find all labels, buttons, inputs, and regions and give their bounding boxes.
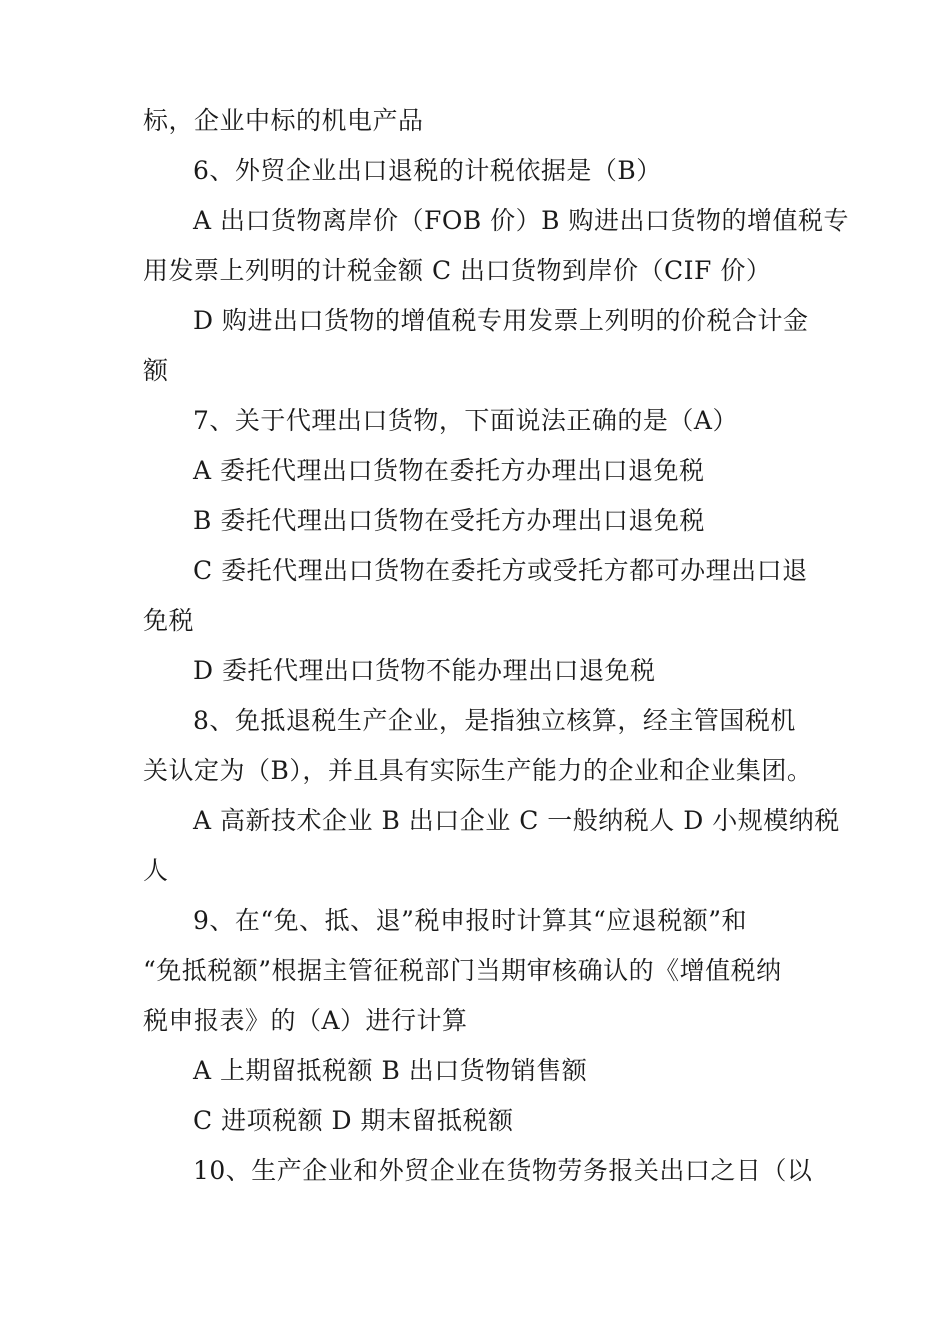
question-6-option-d-cont: 额 — [143, 356, 169, 385]
question-9-cont-1: “免抵税额”根据主管征税部门当期审核确认的《增值税纳 — [143, 956, 782, 985]
question-6-options-line-2: 用发票上列明的计税金额 C 出口货物到岸价（CIF 价） — [143, 256, 772, 285]
question-7-option-b: B 委托代理出口货物在受托方办理出口退免税 — [193, 506, 705, 535]
question-8-options: A 高新技术企业 B 出口企业 C 一般纳税人 D 小规模纳税 — [193, 806, 840, 835]
question-7-option-a: A 委托代理出口货物在委托方办理出口退免税 — [193, 456, 705, 485]
question-9: 9、在“免、抵、退”税申报时计算其“应退税额”和 — [193, 906, 748, 935]
question-7-option-c-cont: 免税 — [143, 606, 195, 635]
document-body — [143, 96, 849, 1196]
question-7-option-d: D 委托代理出口货物不能办理出口退免税 — [193, 656, 656, 685]
question-6-options-line-1: A 出口货物离岸价（FOB 价）B 购进出口货物的增值税专 — [193, 206, 849, 235]
question-6: 6、外贸企业出口退税的计税依据是（B） — [193, 156, 662, 185]
text-line-1: 标，企业中标的机电产品 — [143, 106, 424, 135]
question-9-options-1: A 上期留抵税额 B 出口货物销售额 — [193, 1056, 588, 1085]
question-6-option-d: D 购进出口货物的增值税专用发票上列明的价税合计金 — [193, 306, 809, 335]
question-8-options-cont: 人 — [143, 856, 169, 885]
question-8: 8、免抵退税生产企业，是指独立核算，经主管国税机 — [193, 706, 796, 735]
question-10: 10、生产企业和外贸企业在货物劳务报关出口之日（以 — [193, 1156, 813, 1185]
question-9-options-2: C 进项税额 D 期末留抵税额 — [193, 1106, 514, 1135]
question-9-cont-2: 税申报表》的（A）进行计算 — [143, 1006, 468, 1035]
question-7: 7、关于代理出口货物，下面说法正确的是（A） — [193, 406, 738, 435]
question-8-cont: 关认定为（B），并且具有实际生产能力的企业和企业集团。 — [143, 756, 813, 785]
question-7-option-c: C 委托代理出口货物在委托方或受托方都可办理出口退 — [193, 556, 808, 585]
